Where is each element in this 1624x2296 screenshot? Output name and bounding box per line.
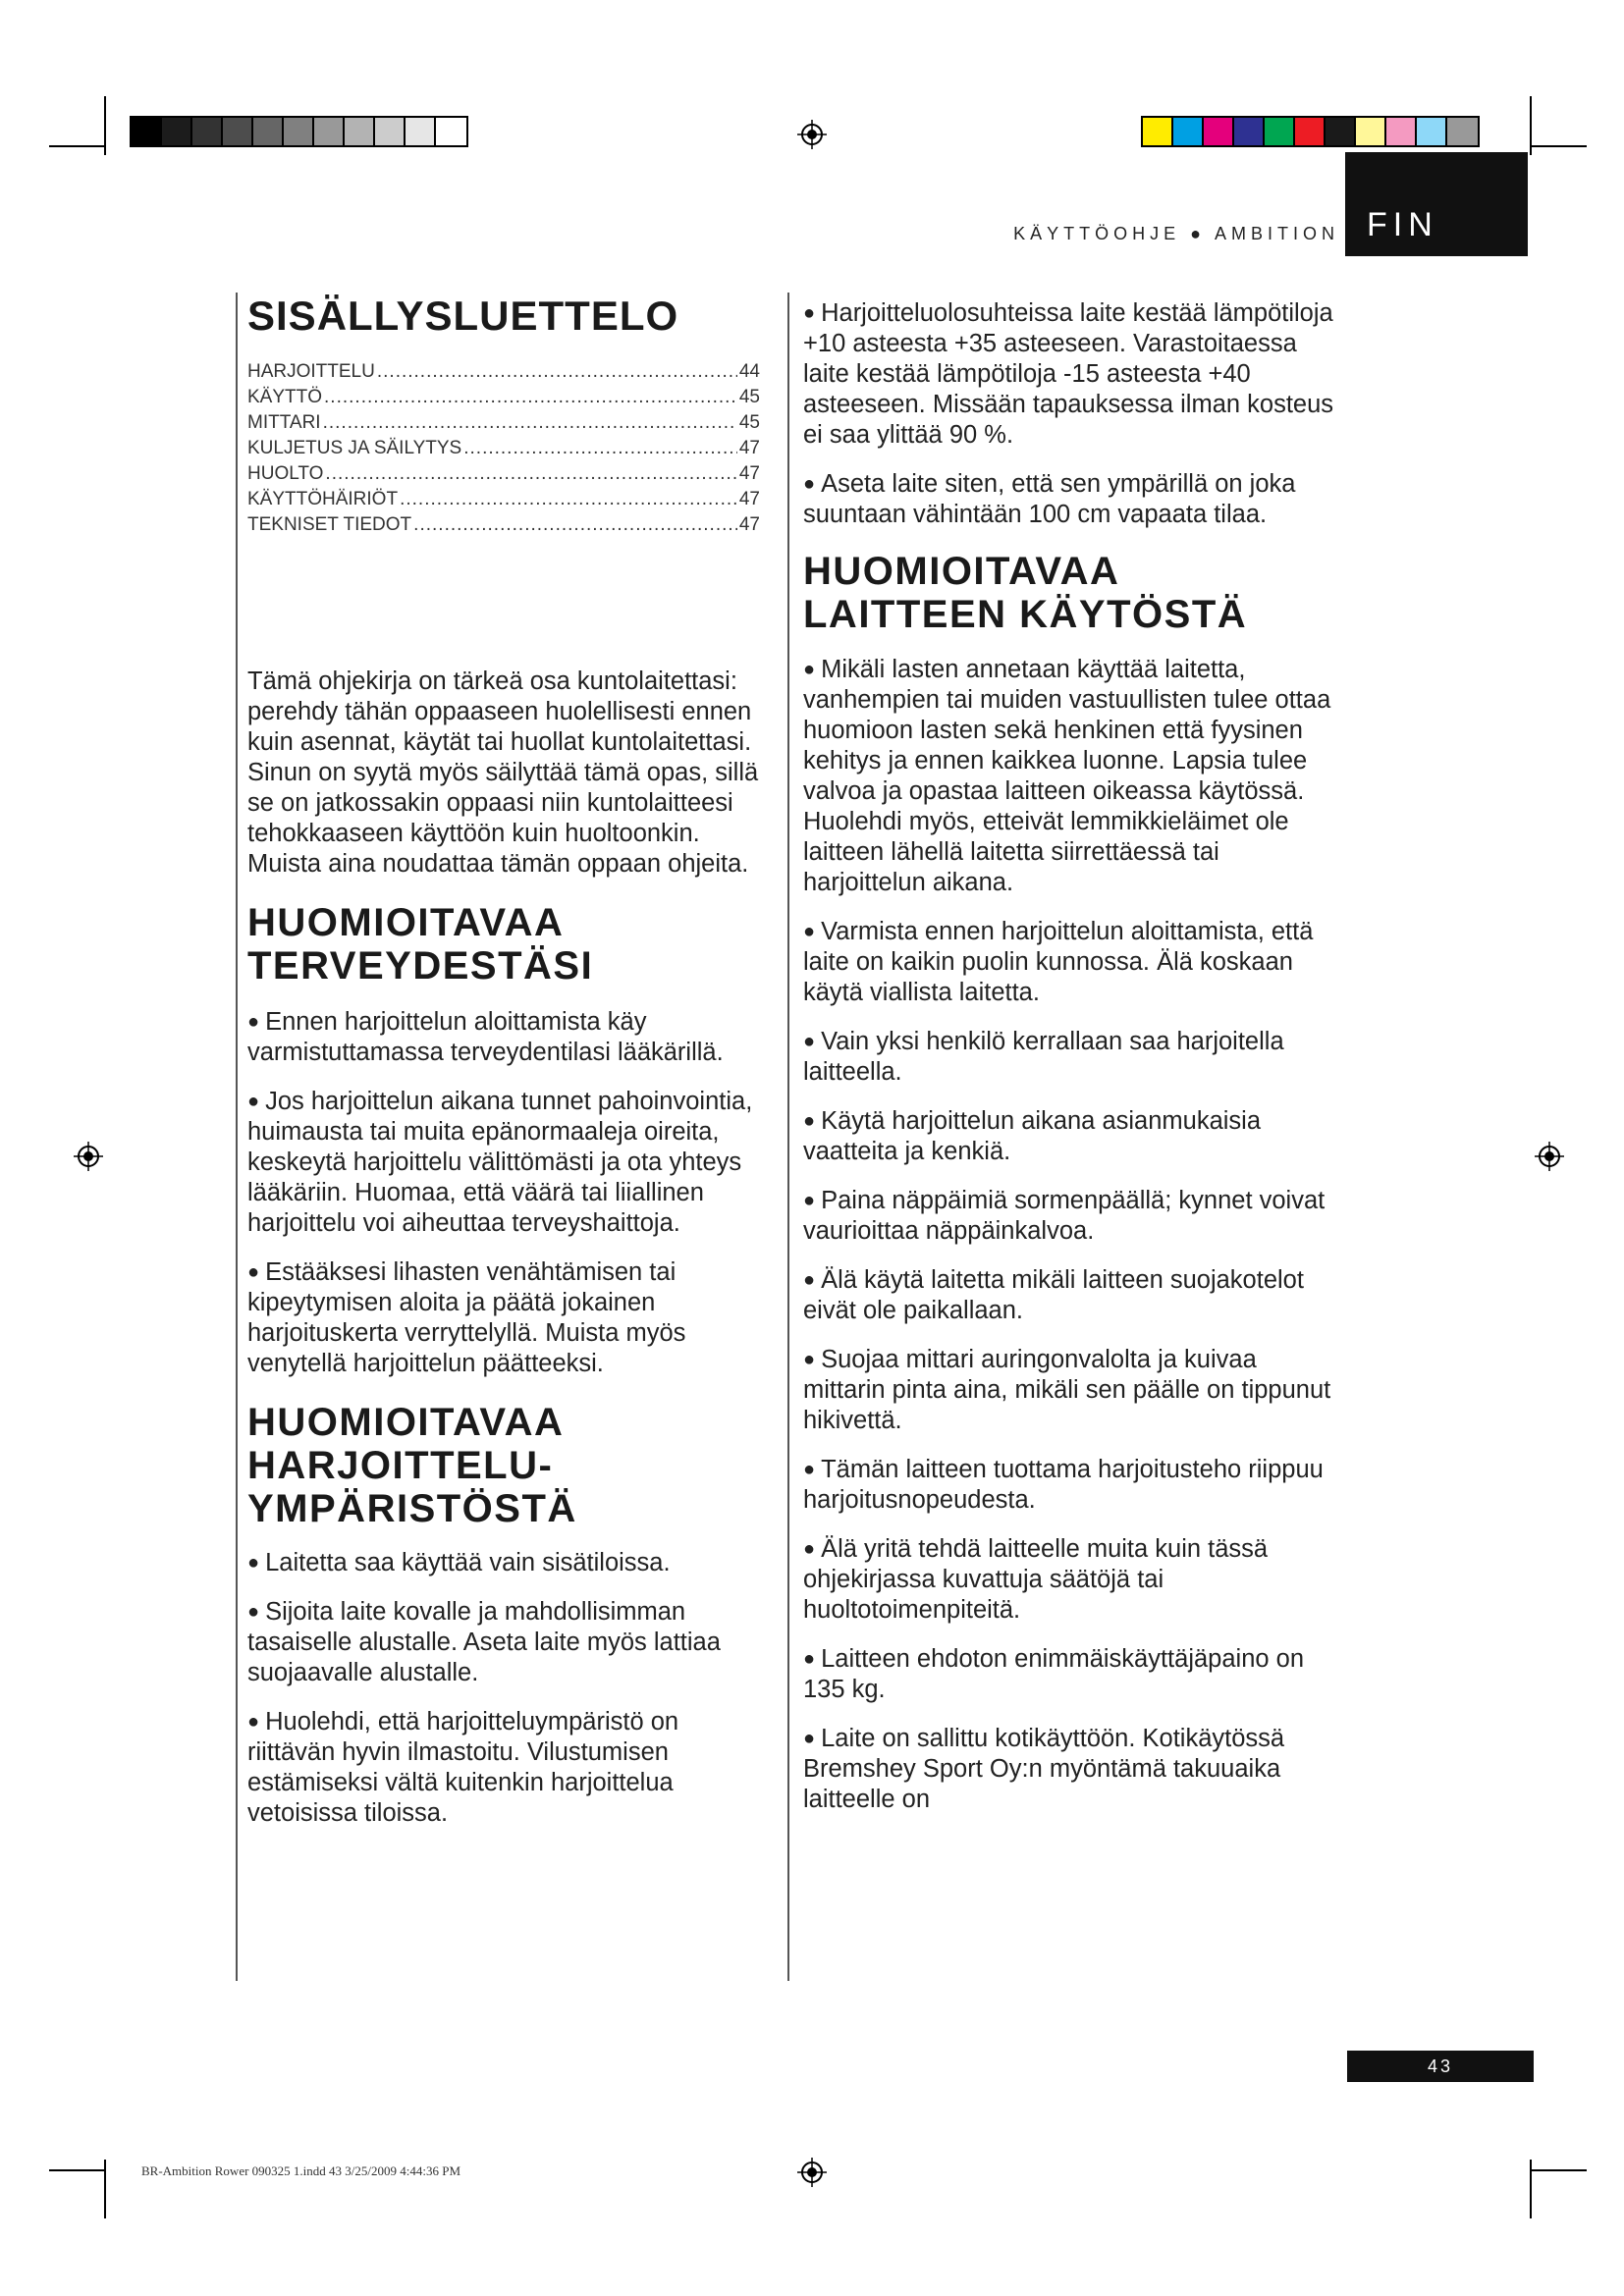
- crop-mark: [1530, 2169, 1587, 2171]
- heading-line: HARJOITTELU-: [247, 1444, 554, 1487]
- list-item: ● Jos harjoittelun aikana tunnet pahoinvointia, huimausta tai muita epänormaaleja oireita, keskeytä harjoittelu välittömästi ja ota yhteys lääkäriin. Huomaa, että väärä tai liiallinen harjoittelu voi aiheuttaa terveyshaittoja.: [247, 1088, 753, 1237]
- list-item-text: Laitteen ehdoton enimmäiskäyttäjäpaino on 135 kg.: [803, 1645, 1305, 1703]
- crop-mark: [49, 2169, 106, 2171]
- list-item-text: Tämän laitteen tuottama harjoitusteho riippuu harjoitusnopeudesta.: [803, 1456, 1324, 1514]
- color-swatch: [1143, 118, 1173, 145]
- list-item: ● Älä käytä laitetta mikäli laitteen suojakotelot eivät ole paikallaan.: [803, 1266, 1304, 1324]
- list-item: ● Älä yritä tehdä laitteelle muita kuin tässä ohjekirjassa kuvattuja säätöjä tai huoltotoimenpiteitä.: [803, 1535, 1269, 1624]
- list-item: ● Laite on sallittu kotikäyttöön. Kotikäytössä Bremshey Sport Oy:n myöntämä takuuaika laitteelle on: [803, 1725, 1285, 1813]
- toc-item-page: 47: [738, 489, 760, 509]
- crop-mark: [1530, 2160, 1532, 2218]
- list-item-text: Estääksesi lihasten venähtämisen tai kipeytymisen aloita ja päätä jokainen harjoituskerta verryttelyllä. Muista myös venytellä harjoittelun päätteeksi.: [247, 1258, 686, 1377]
- list-item-text: Mikäli lasten annetaan käyttää laitetta, vanhempien tai muiden vastuullisten tulee ottaa huomioon lasten sekä henkinen että fyysinen kehitys ja ennen kaikkea luonne. Lapsia tulee valvoa ja opastaa laitteen oikeassa käytössä. Huolehdi myös, etteivät lemmikkieläimet ole laitteen lähellä laitetta siirrettäessä tai harjoittelun aikana.: [803, 656, 1331, 896]
- toc-item: [247, 461, 760, 487]
- crop-mark: [1530, 96, 1532, 155]
- list-item: ● Laitetta saa käyttää vain sisätiloissa.: [247, 1549, 671, 1576]
- crop-mark: [1530, 145, 1587, 147]
- list-item-text: Suojaa mittari auringonvalolta ja kuivaa mittarin pinta aina, mikäli sen päälle on tippunut hikivettä.: [803, 1346, 1331, 1434]
- color-swatch: [223, 118, 253, 145]
- toc-item-label: KULJETUS JA SÄILYTYS: [247, 438, 462, 458]
- toc-item: [247, 487, 760, 512]
- page-number: [1347, 2051, 1534, 2082]
- toc-item-label: KÄYTTÖ: [247, 387, 323, 407]
- section-heading-environment: [247, 1401, 766, 1530]
- toc-item-page: 47: [738, 463, 760, 484]
- list-item: ● Paina näppäimiä sormenpäällä; kynnet voivat vaurioittaa näppäinkalvoa.: [803, 1187, 1326, 1245]
- list-item-text: Aseta laite siten, että sen ympärillä on joka suuntaan vähintään 100 cm vapaata tilaa.: [803, 470, 1296, 528]
- color-swatch: [1326, 118, 1356, 145]
- list-item: ● Sijoita laite kovalle ja mahdollisimman tasaiselle alustalle. Aseta laite myös lattiaa suojaavalle alustalle.: [247, 1598, 721, 1686]
- list-item: ● Tämän laitteen tuottama harjoitusteho riippuu harjoitusnopeudesta.: [803, 1456, 1324, 1514]
- list-item-text: Älä yritä tehdä laitteelle muita kuin tässä ohjekirjassa kuvattuja säätöjä tai huoltotoimenpiteitä.: [803, 1535, 1269, 1624]
- list-item-text: Huolehdi, että harjoitteluympäristö on riittävän hyvin ilmastoitu. Vilustumisen estämiseksi vältä kuitenkin harjoittelua vetoisissa tiloissa.: [247, 1708, 679, 1827]
- color-swatch: [1447, 118, 1478, 145]
- right-column: [787, 293, 1337, 1981]
- color-swatch: [1265, 118, 1295, 145]
- language-tab: [1345, 152, 1528, 256]
- list-item-text: Laite on sallittu kotikäyttöön. Kotikäytössä Bremshey Sport Oy:n myöntämä takuuaika laitteelle on: [803, 1725, 1285, 1813]
- heading-line: TERVEYDESTÄSI: [247, 944, 594, 988]
- toc-item-label: HARJOITTELU: [247, 361, 375, 382]
- list-item-text: Käytä harjoittelun aikana asianmukaisia vaatteita ja kenkiä.: [803, 1107, 1262, 1165]
- list-item: ● Huolehdi, että harjoitteluympäristö on riittävän hyvin ilmastoitu. Vilustumisen estämiseksi vältä kuitenkin harjoittelua vetoisissa tiloissa.: [247, 1708, 679, 1827]
- list-item: ● Suojaa mittari auringonvalolta ja kuivaa mittarin pinta aina, mikäli sen päälle on tippunut hikivettä.: [803, 1346, 1331, 1434]
- section-heading-health: [247, 901, 766, 988]
- registration-mark-icon: [1535, 1142, 1564, 1171]
- toc-item-page: 45: [738, 412, 760, 433]
- left-column: [236, 293, 766, 1981]
- heading-line: YMPÄRISTÖSTÄ: [247, 1487, 577, 1530]
- heading-line: HUOMIOITAVAA: [247, 901, 565, 944]
- toc-item: [247, 512, 760, 538]
- color-swatch: [375, 118, 406, 145]
- color-swatch: [436, 118, 466, 145]
- list-item: ● Estääksesi lihasten venähtämisen tai kipeytymisen aloita ja päätä jokainen harjoituskerta verryttelyllä. Muista myös venytellä harjoittelun päätteeksi.: [247, 1258, 686, 1377]
- color-swatch: [192, 118, 223, 145]
- list-item: ● Aseta laite siten, että sen ympärillä on joka suuntaan vähintään 100 cm vapaata tilaa.: [803, 470, 1296, 528]
- color-swatch: [406, 118, 436, 145]
- crop-mark: [104, 96, 106, 155]
- heading-line: LAITTEEN KÄYTÖSTÄ: [803, 593, 1248, 636]
- color-swatch: [1173, 118, 1204, 145]
- grayscale-bar: [130, 116, 468, 147]
- list-item-text: Paina näppäimiä sormenpäällä; kynnet voivat vaurioittaa näppäinkalvoa.: [803, 1187, 1326, 1245]
- list-item: ● Vain yksi henkilö kerrallaan saa harjoitella laitteella.: [803, 1028, 1284, 1086]
- registration-mark-icon: [74, 1142, 103, 1171]
- color-swatch: [1386, 118, 1417, 145]
- list-item-text: Varmista ennen harjoittelun aloittamista, että laite on kaikin puolin kunnossa. Älä koskaan käytä viallista laitetta.: [803, 918, 1314, 1006]
- toc-item: [247, 385, 760, 410]
- color-swatch: [132, 118, 162, 145]
- list-item-text: Älä käytä laitetta mikäli laitteen suojakotelot eivät ole paikallaan.: [803, 1266, 1304, 1324]
- running-head: KÄYTTÖOHJE ● AMBITION: [1013, 224, 1339, 243]
- list-item-text: Sijoita laite kovalle ja mahdollisimman tasaiselle alustalle. Aseta laite myös lattiaa suojaavalle alustalle.: [247, 1598, 721, 1686]
- color-swatch: [1417, 118, 1447, 145]
- color-swatch: [1204, 118, 1234, 145]
- list-item-text: Ennen harjoittelun aloittamista käy varmistuttamassa terveydentilasi lääkärillä.: [247, 1008, 724, 1066]
- print-slug: BR-Ambition Rower 090325 1.indd 43 3/25/2009 4:44:36 PM: [141, 2163, 461, 2178]
- page-number-text: 43: [1427, 2056, 1454, 2076]
- section-heading-usage: [803, 550, 1337, 636]
- color-swatch: [253, 118, 284, 145]
- heading-line: HUOMIOITAVAA: [803, 550, 1120, 593]
- color-swatch: [1356, 118, 1386, 145]
- toc-item-label: HUOLTO: [247, 463, 324, 484]
- toc-item: [247, 359, 760, 385]
- color-swatch: [345, 118, 375, 145]
- toc-item-page: 44: [738, 361, 760, 382]
- language-tab-label: FIN: [1367, 206, 1438, 243]
- list-item: ● Käytä harjoittelun aikana asianmukaisia vaatteita ja kenkiä.: [803, 1107, 1262, 1165]
- list-item: ● Varmista ennen harjoittelun aloittamista, että laite on kaikin puolin kunnossa. Älä koskaan käytä viallista laitetta.: [803, 918, 1314, 1006]
- crop-mark: [104, 2160, 106, 2218]
- list-item: ● Laitteen ehdoton enimmäiskäyttäjäpaino on 135 kg.: [803, 1645, 1305, 1703]
- intro-paragraph: Tämä ohjekirja on tärkeä osa kuntolaitettasi: perehdy tähän oppaaseen huolellisesti ennen kuin asennat, käytät tai huollat kuntolaitettasi. Sinun on syytä myös säilyttää tämä opas, sillä se on jatkossakin oppaasi niin kuntolaitteesi tehokkaaseen käyttöön kuin huoltoonkin. Muista aina noudattaa tämän oppaan ohjeita.: [247, 667, 759, 878]
- list-item: ● Mikäli lasten annetaan käyttää laitetta, vanhempien tai muiden vastuullisten tulee ottaa huomioon lasten sekä henkinen että fyysinen kehitys ja ennen kaikkea luonne. Lapsia tulee valvoa ja opastaa laitteen oikeassa käytössä. Huolehdi myös, etteivät lemmikkieläimet ole laitteen lähellä laitetta siirrettäessä tai harjoittelun aikana.: [803, 656, 1331, 896]
- color-swatch: [162, 118, 192, 145]
- toc-item-label: MITTARI: [247, 412, 321, 433]
- color-swatch: [284, 118, 314, 145]
- list-item: ● Ennen harjoittelun aloittamista käy varmistuttamassa terveydentilasi lääkärillä.: [247, 1008, 724, 1066]
- toc-item-label: TEKNISET TIEDOT: [247, 514, 412, 535]
- color-bar: [1141, 116, 1480, 147]
- toc-item-page: 45: [738, 387, 760, 407]
- toc-item-label: KÄYTTÖHÄIRIÖT: [247, 489, 399, 509]
- table-of-contents: [247, 359, 760, 538]
- toc-item-page: 47: [738, 438, 760, 458]
- color-swatch: [1234, 118, 1265, 145]
- toc-item-page: 47: [738, 514, 760, 535]
- registration-mark-icon: [797, 120, 827, 149]
- toc-item: [247, 410, 760, 436]
- color-swatch: [314, 118, 345, 145]
- color-swatch: [1295, 118, 1326, 145]
- toc-item: [247, 436, 760, 461]
- list-item-text: Laitetta saa käyttää vain sisätiloissa.: [265, 1549, 671, 1576]
- list-item-text: Harjoitteluolosuhteissa laite kestää lämpötiloja +10 asteesta +35 asteeseen. Varastoitaessa laite kestää lämpötiloja -15 asteesta +40 asteeseen. Missään tapauksessa ilman kosteus ei saa ylittää 90 %.: [803, 299, 1334, 449]
- heading-line: HUOMIOITAVAA: [247, 1401, 565, 1444]
- crop-mark: [49, 145, 106, 147]
- list-item: ● Harjoitteluolosuhteissa laite kestää lämpötiloja +10 asteesta +35 asteeseen. Varastoitaessa laite kestää lämpötiloja -15 asteesta +40 asteeseen. Missään tapauksessa ilman kosteus ei saa ylittää 90 %.: [803, 299, 1334, 449]
- list-item-text: Jos harjoittelun aikana tunnet pahoinvointia, huimausta tai muita epänormaaleja oireita, keskeytä harjoittelu välittömästi ja ota yhteys lääkäriin. Huomaa, että väärä tai liiallinen harjoittelu voi aiheuttaa terveyshaittoja.: [247, 1088, 753, 1237]
- list-item-text: Vain yksi henkilö kerrallaan saa harjoitella laitteella.: [803, 1028, 1284, 1086]
- toc-title: SISÄLLYSLUETTELO: [247, 293, 679, 339]
- registration-mark-icon: [797, 2158, 827, 2187]
